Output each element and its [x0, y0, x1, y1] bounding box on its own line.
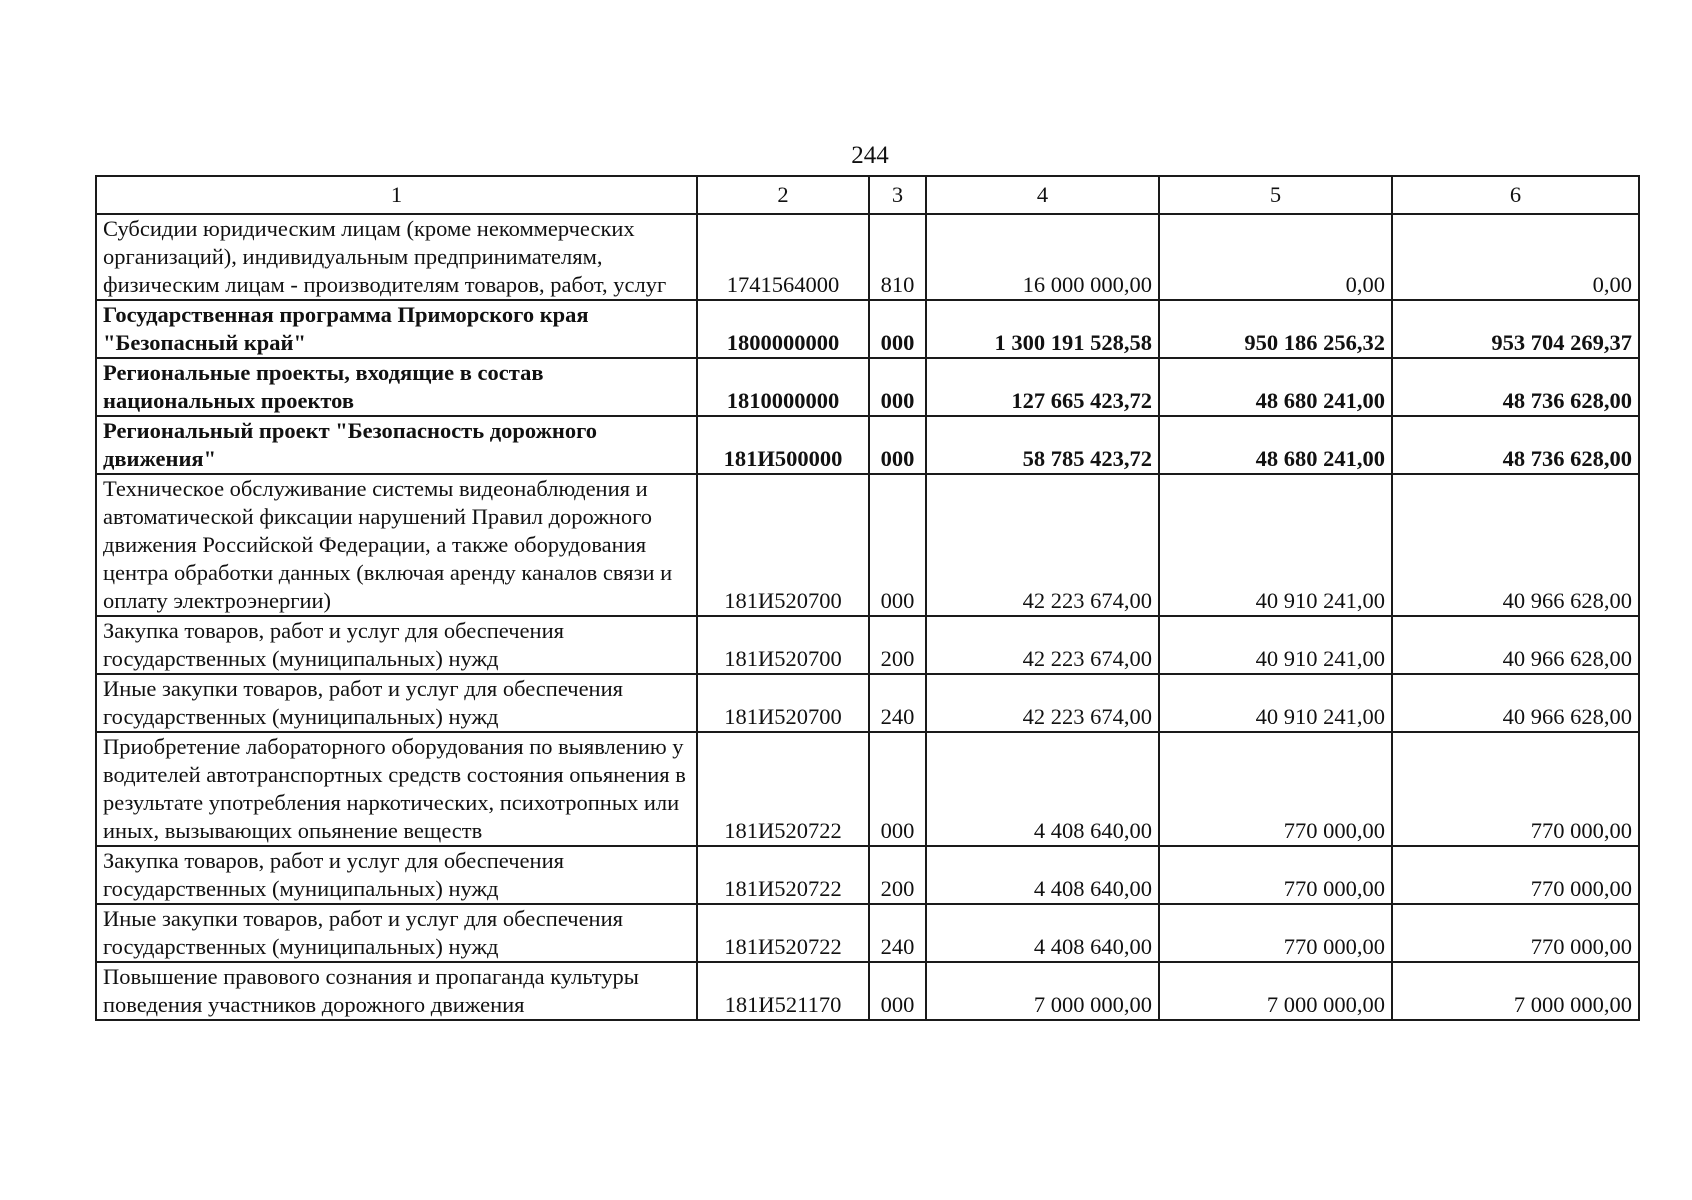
amount-cell: 1 300 191 528,58 [926, 300, 1159, 358]
amount-cell: 42 223 674,00 [926, 674, 1159, 732]
amount-cell: 48 680 241,00 [1159, 416, 1392, 474]
column-header: 5 [1159, 176, 1392, 214]
table-row [96, 674, 1639, 732]
type-cell: 000 [869, 416, 926, 474]
table-row [96, 416, 1639, 474]
column-header: 4 [926, 176, 1159, 214]
amount-cell: 770 000,00 [1159, 904, 1392, 962]
table-row [96, 904, 1639, 962]
type-cell: 000 [869, 300, 926, 358]
name-cell: Субсидии юридическим лицам (кроме некоммерческих организаций), индивидуальным предпринимателям, физическим лицам - производителям товаров, работ, услуг [96, 214, 697, 300]
amount-cell: 40 966 628,00 [1392, 674, 1639, 732]
page-number: 244 [851, 142, 889, 169]
column-header: 6 [1392, 176, 1639, 214]
amount-cell: 7 000 000,00 [1159, 962, 1392, 1020]
amount-cell: 4 408 640,00 [926, 732, 1159, 846]
type-cell: 200 [869, 846, 926, 904]
type-cell: 000 [869, 358, 926, 416]
amount-cell: 58 785 423,72 [926, 416, 1159, 474]
table-row [96, 358, 1639, 416]
amount-cell: 7 000 000,00 [1392, 962, 1639, 1020]
code-cell: 1810000000 [697, 358, 869, 416]
code-cell: 181И520722 [697, 904, 869, 962]
header-row [96, 176, 1639, 214]
amount-cell: 40 910 241,00 [1159, 674, 1392, 732]
code-cell: 181И521170 [697, 962, 869, 1020]
amount-cell: 48 736 628,00 [1392, 358, 1639, 416]
code-cell: 181И520722 [697, 846, 869, 904]
amount-cell: 40 966 628,00 [1392, 474, 1639, 616]
table-row [96, 474, 1639, 616]
type-cell: 000 [869, 962, 926, 1020]
amount-cell: 0,00 [1392, 214, 1639, 300]
code-cell: 181И520700 [697, 674, 869, 732]
name-cell: Техническое обслуживание системы видеонаблюдения и автоматической фиксации нарушений Правил дорожного движения Российской Федерации, а также оборудования центра обработки данных (включая аренду каналов связи и оплату электроэнергии) [96, 474, 697, 616]
code-cell: 181И520722 [697, 732, 869, 846]
code-cell: 181И500000 [697, 416, 869, 474]
amount-cell: 770 000,00 [1392, 904, 1639, 962]
name-cell: Закупка товаров, работ и услуг для обеспечения государственных (муниципальных) нужд [96, 616, 697, 674]
name-cell: Региональные проекты, входящие в состав национальных проектов [96, 358, 697, 416]
amount-cell: 770 000,00 [1159, 732, 1392, 846]
amount-cell: 127 665 423,72 [926, 358, 1159, 416]
amount-cell: 42 223 674,00 [926, 474, 1159, 616]
name-cell: Региональный проект "Безопасность дорожного движения" [96, 416, 697, 474]
budget-table [95, 175, 1640, 1021]
amount-cell: 40 966 628,00 [1392, 616, 1639, 674]
type-cell: 810 [869, 214, 926, 300]
name-cell: Повышение правового сознания и пропаганда культуры поведения участников дорожного движения [96, 962, 697, 1020]
amount-cell: 4 408 640,00 [926, 846, 1159, 904]
table-row [96, 214, 1639, 300]
amount-cell: 0,00 [1159, 214, 1392, 300]
amount-cell: 953 704 269,37 [1392, 300, 1639, 358]
name-cell: Приобретение лабораторного оборудования по выявлению у водителей автотранспортных средств состояния опьянения в результате употребления наркотических, психотропных или иных, вызывающих опьянение веществ [96, 732, 697, 846]
column-header: 3 [869, 176, 926, 214]
amount-cell: 42 223 674,00 [926, 616, 1159, 674]
amount-cell: 7 000 000,00 [926, 962, 1159, 1020]
name-cell: Иные закупки товаров, работ и услуг для обеспечения государственных (муниципальных) нужд [96, 904, 697, 962]
amount-cell: 16 000 000,00 [926, 214, 1159, 300]
amount-cell: 770 000,00 [1392, 732, 1639, 846]
amount-cell: 40 910 241,00 [1159, 474, 1392, 616]
type-cell: 200 [869, 616, 926, 674]
amount-cell: 48 680 241,00 [1159, 358, 1392, 416]
code-cell: 1741564000 [697, 214, 869, 300]
amount-cell: 770 000,00 [1159, 846, 1392, 904]
type-cell: 000 [869, 732, 926, 846]
table-row [96, 616, 1639, 674]
type-cell: 240 [869, 674, 926, 732]
table-row [96, 962, 1639, 1020]
table-row [96, 846, 1639, 904]
column-header: 2 [697, 176, 869, 214]
code-cell: 1800000000 [697, 300, 869, 358]
amount-cell: 950 186 256,32 [1159, 300, 1392, 358]
name-cell: Закупка товаров, работ и услуг для обеспечения государственных (муниципальных) нужд [96, 846, 697, 904]
table-row [96, 300, 1639, 358]
code-cell: 181И520700 [697, 616, 869, 674]
name-cell: Государственная программа Приморского края "Безопасный край" [96, 300, 697, 358]
amount-cell: 40 910 241,00 [1159, 616, 1392, 674]
code-cell: 181И520700 [697, 474, 869, 616]
type-cell: 000 [869, 474, 926, 616]
amount-cell: 4 408 640,00 [926, 904, 1159, 962]
amount-cell: 770 000,00 [1392, 846, 1639, 904]
table-row [96, 732, 1639, 846]
name-cell: Иные закупки товаров, работ и услуг для обеспечения государственных (муниципальных) нужд [96, 674, 697, 732]
type-cell: 240 [869, 904, 926, 962]
column-header: 1 [96, 176, 697, 214]
amount-cell: 48 736 628,00 [1392, 416, 1639, 474]
